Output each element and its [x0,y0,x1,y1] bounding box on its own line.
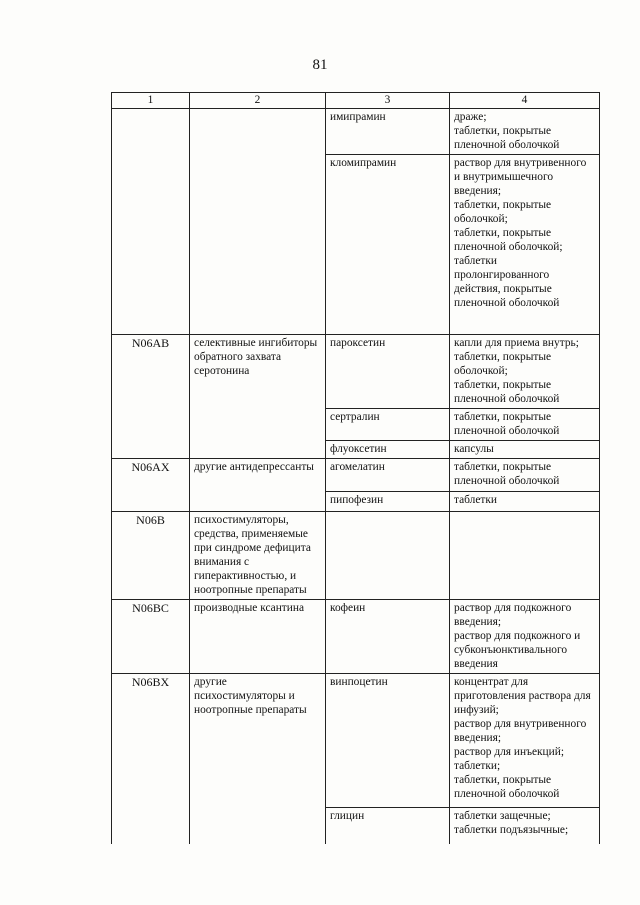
atc-code: N06B [112,512,190,600]
dosage-forms [450,441,600,459]
table-header-row [112,93,600,109]
dosage-form: таблетки, покрытые пленочной оболочкой [454,125,560,151]
dosage-forms [450,155,600,335]
dosage-form: таблетки, покрытые пленочной оболочкой [454,411,560,437]
atc-code [112,441,190,459]
dosage-forms [450,512,600,600]
dosage-form: таблетки, покрытые пленочной оболочкой [454,379,560,405]
dosage-form: таблетки, покрытые оболочкой; [454,351,552,377]
table-row [112,441,600,459]
dosage-form: таблетки, покрытые пленочной оболочкой; [454,227,563,253]
table-row [112,600,600,674]
drug-name: кофеин [326,600,450,674]
drug-group: селективные ингибиторы обратного захвата серотонина [190,335,326,409]
column-header-group: 2 [190,93,326,109]
dosage-form: раствор для подкожного и субконъюнктивального введения [454,630,581,670]
dosage-form: драже; [454,111,487,123]
drug-group [190,109,326,155]
dosage-form: таблетки, покрытые оболочкой; [454,199,552,225]
drug-group: другие психостимуляторы и ноотропные препараты [190,674,326,808]
drug-group: психостимуляторы, средства, применяемые при синдроме дефицита внимания с гиперактивностью, и ноотропные препараты [190,512,326,600]
dosage-form: таблетки защечные; [454,810,551,822]
drug-group [190,492,326,512]
dosage-form: раствор для подкожного введения; [454,602,572,628]
dosage-forms [450,109,600,155]
drug-name: глицин [326,808,450,844]
dosage-form: таблетки; [454,760,501,772]
table-row [112,335,600,409]
atc-code [112,808,190,844]
atc-code: N06BX [112,674,190,808]
dosage-form: таблетки [454,494,498,506]
page-number: 81 [312,57,328,73]
dosage-forms [450,674,600,808]
dosage-forms [450,335,600,409]
dosage-forms [450,492,600,512]
table-row [112,492,600,512]
drug-name: пипофезин [326,492,450,512]
drug-group [190,808,326,844]
table-row [112,459,600,492]
drug-name: агомелатин [326,459,450,492]
dosage-form: концентрат для приготовления раствора для инфузий; [454,676,591,716]
dosage-form: таблетки, покрытые пленочной оболочкой [454,461,560,487]
table-row [112,512,600,600]
atc-code: N06AB [112,335,190,409]
atc-code [112,155,190,335]
drug-name: пароксетин [326,335,450,409]
drug-name: флуоксетин [326,441,450,459]
dosage-form: капли для приема внутрь; [454,337,579,349]
dosage-form: капсулы [454,443,494,455]
drug-group [190,441,326,459]
drug-name: сертралин [326,409,450,441]
table-row [112,155,600,335]
drug-group [190,409,326,441]
drug-name: кломипрамин [326,155,450,335]
drug-name: винпоцетин [326,674,450,808]
drug-name [326,512,450,600]
drug-group [190,155,326,335]
dosage-form: таблетки подъязычные; [454,824,569,836]
drug-list-table [111,92,600,844]
drug-group: другие антидепрессанты [190,459,326,492]
dosage-form: таблетки, покрытые пленочной оболочкой [454,774,560,800]
atc-code: N06AX [112,459,190,492]
dosage-form: раствор для инъекций; [454,746,565,758]
column-header-drug: 3 [326,93,450,109]
dosage-forms [450,409,600,441]
dosage-form: раствор для внутривенного введения; [454,718,587,744]
column-header-code: 1 [112,93,190,109]
atc-code: N06BC [112,600,190,674]
drug-name: имипрамин [326,109,450,155]
dosage-forms [450,808,600,844]
table-row [112,808,600,844]
table-row [112,409,600,441]
dosage-forms [450,459,600,492]
atc-code [112,492,190,512]
dosage-form: таблетки пролонгированного действия, покрытые пленочной оболочкой [454,255,560,309]
column-header-form: 4 [450,93,600,109]
dosage-form: раствор для внутривенного и внутримышечного введения; [454,157,587,197]
atc-code [112,409,190,441]
drug-group: производные ксантина [190,600,326,674]
table-row [112,674,600,808]
table-row [112,109,600,155]
atc-code [112,109,190,155]
dosage-forms [450,600,600,674]
